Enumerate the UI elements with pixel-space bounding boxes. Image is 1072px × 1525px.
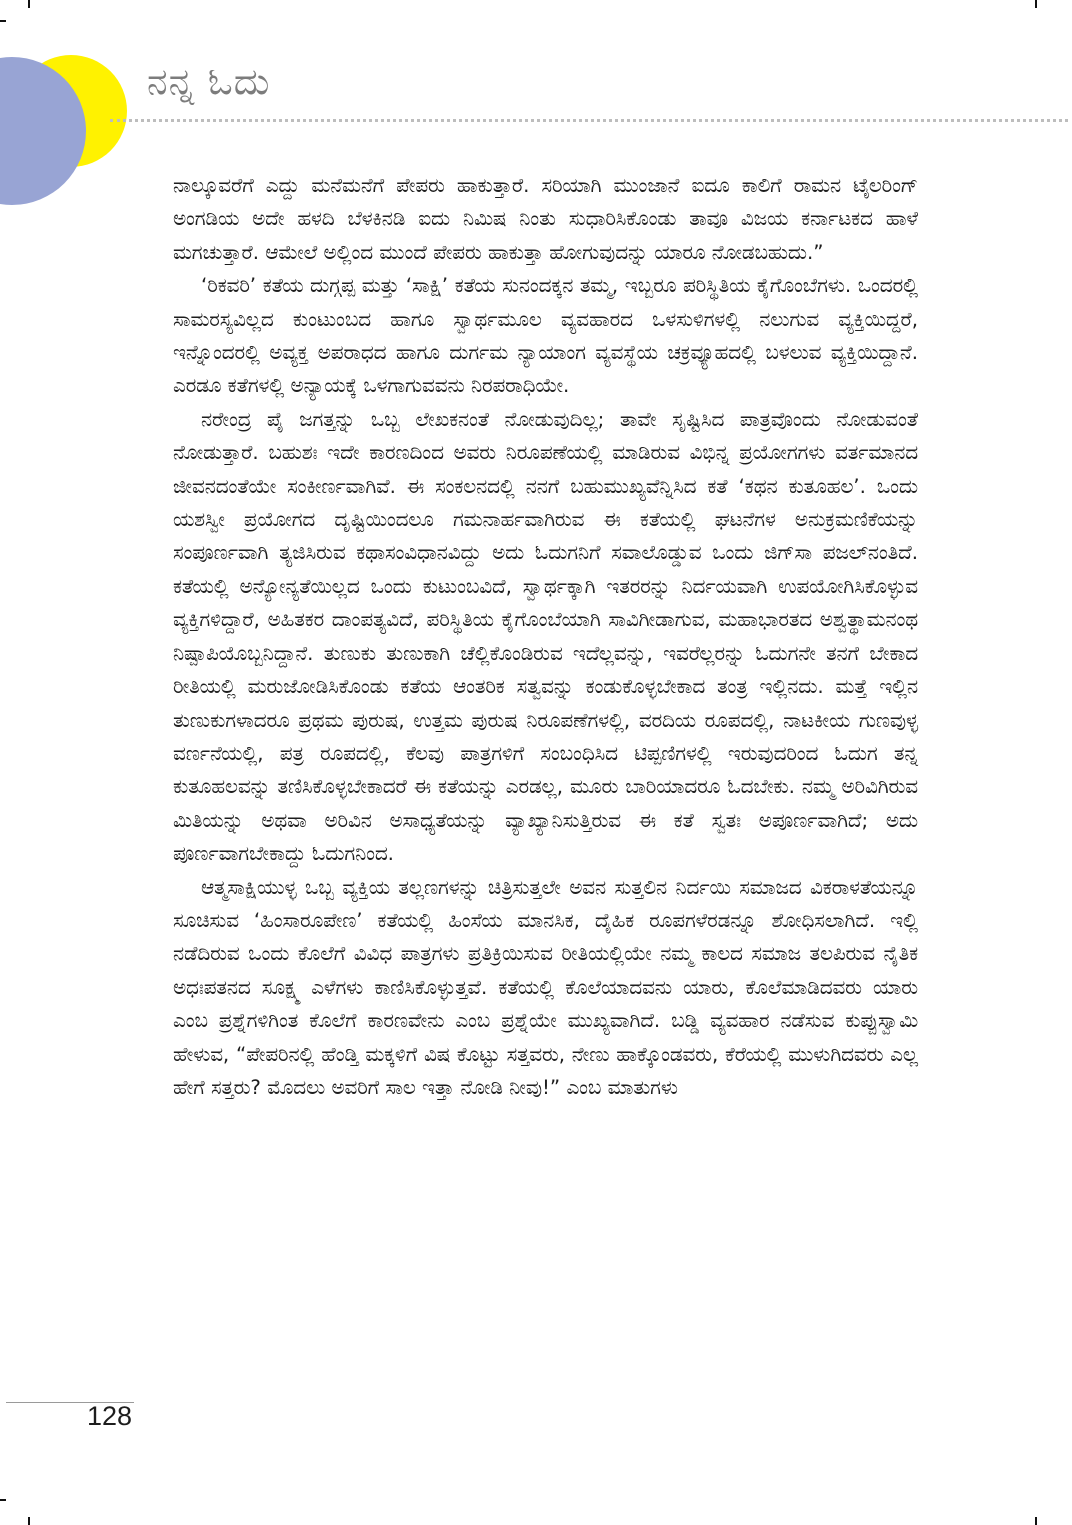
crop-mark-bottom-left xyxy=(28,1517,30,1525)
page-number: 128 xyxy=(87,1401,133,1431)
crop-mark-top-left xyxy=(28,0,30,8)
paragraph-2: ‘ರಿಕವರಿ’ ಕತೆಯ ದುಗ್ಗಪ್ಪ ಮತ್ತು ‘ಸಾಕ್ಷಿ’ ಕತೆಯ ಸುನಂದಕ್ಕನ ತಮ್ಮ, ಇಬ್ಬರೂ ಪರಿಸ್ಥಿತಿಯ ಕೈಗೊಂಬೆಗಳು. ಒಂದರಲ್ಲಿ ಸಾಮರಸ್ಯವಿಲ್ಲದ ಕುಂಟುಂಬದ ಹಾಗೂ ಸ್ವಾರ್ಥಮೂಲ ವ್ಯವಹಾರದ ಒಳಸುಳಿಗಳಲ್ಲಿ ನಲುಗುವ ವ್ಯಕ್ತಿಯಿದ್ದರೆ, ಇನ್ನೊಂದರಲ್ಲಿ ಅವ್ಯಕ್ತ ಅಪರಾಧದ ಹಾಗೂ ದುರ್ಗಮ ನ್ಯಾಯಾಂಗ ವ್ಯವಸ್ಥೆಯ ಚಕ್ರವ್ಯೂಹದಲ್ಲಿ ಬಳಲುವ ವ್ಯಕ್ತಿಯಿದ್ದಾನೆ. ಎರಡೂ ಕತೆಗಳಲ್ಲಿ ಅನ್ಯಾಯಕ್ಕೆ ಒಳಗಾಗುವವನು ನಿರಪರಾಧಿಯೇ. xyxy=(173,274,918,398)
crop-mark-left-lower xyxy=(0,1499,6,1501)
running-header-title: ನನ್ನ ಓದು xyxy=(147,60,271,103)
crop-mark-left-upper xyxy=(0,20,6,22)
header-dotted-rule xyxy=(110,119,1068,122)
crop-mark-top-right xyxy=(1035,0,1037,8)
paragraph-3: ನರೇಂದ್ರ ಪೈ ಜಗತ್ತನ್ನು ಒಬ್ಬ ಲೇಖಕನಂತೆ ನೋಡುವುದಿಲ್ಲ; ತಾವೇ ಸೃಷ್ಟಿಸಿದ ಪಾತ್ರವೊಂದು ನೋಡುವಂತೆ ನೋಡುತ್ತಾರೆ. ಬಹುಶಃ ಇದೇ ಕಾರಣದಿಂದ ಅವರು ನಿರೂಪಣೆಯಲ್ಲಿ ಮಾಡಿರುವ ವಿಭಿನ್ನ ಪ್ರಯೋಗಗಳು ವರ್ತಮಾನದ ಜೀವನದಂತೆಯೇ ಸಂಕೀರ್ಣವಾಗಿವೆ. ಈ ಸಂಕಲನದಲ್ಲಿ ನನಗೆ ಬಹುಮುಖ್ಯವೆನ್ನಿಸಿದ ಕತೆ ‘ಕಥನ ಕುತೂಹಲ’. ಒಂದು ಯಶಸ್ವೀ ಪ್ರಯೋಗದ ದೃಷ್ಟಿಯಿಂದಲೂ ಗಮನಾರ್ಹವಾಗಿರುವ ಈ ಕತೆಯಲ್ಲಿ ಘಟನೆಗಳ ಅನುಕ್ರಮಣಿಕೆಯನ್ನು ಸಂಪೂರ್ಣವಾಗಿ ತ್ಯಜಿಸಿರುವ ಕಥಾಸಂವಿಧಾನವಿದ್ದು ಅದು ಓದುಗನಿಗೆ ಸವಾಲೊಡ್ಡುವ ಒಂದು ಜಿಗ್‌ಸಾ ಪಜಲ್‌ನಂತಿದೆ. ಕತೆಯಲ್ಲಿ ಅನ್ಯೋನ್ಯತೆಯಿಲ್ಲದ ಒಂದು ಕುಟುಂಬವಿದೆ, ಸ್ವಾರ್ಥಕ್ಕಾಗಿ ಇತರರನ್ನು ನಿರ್ದಯವಾಗಿ ಉಪಯೋಗಿಸಿಕೊಳ್ಳುವ ವ್ಯಕ್ತಿಗಳಿದ್ದಾರೆ, ಅಹಿತಕರ ದಾಂಪತ್ಯವಿದೆ, ಪರಿಸ್ಥಿತಿಯ ಕೈಗೊಂಬೆಯಾಗಿ ಸಾವಿಗೀಡಾಗುವ, ಮಹಾಭಾರತದ ಅಶ್ವತ್ಥಾಮನಂಥ ನಿಷ್ಪಾಪಿಯೊಬ್ಬನಿದ್ದಾನೆ. ತುಣುಕು ತುಣುಕಾಗಿ ಚೆಲ್ಲಿಕೊಂಡಿರುವ ಇದೆಲ್ಲವನ್ನು, ಇವರೆಲ್ಲರನ್ನು ಓದುಗನೇ ತನಗೆ ಬೇಕಾದ ರೀತಿಯಲ್ಲಿ ಮರುಜೋಡಿಸಿಕೊಂಡು ಕತೆಯ ಆಂತರಿಕ ಸತ್ವವನ್ನು ಕಂಡುಕೊಳ್ಳಬೇಕಾದ ತಂತ್ರ ಇಲ್ಲಿನದು. ಮತ್ತೆ ಇಲ್ಲಿನ ತುಣುಕುಗಳಾದರೂ ಪ್ರಥಮ ಪುರುಷ, ಉತ್ತಮ ಪುರುಷ ನಿರೂಪಣೆಗಳಲ್ಲಿ, ವರದಿಯ ರೂಪದಲ್ಲಿ, ನಾಟಕೀಯ ಗುಣವುಳ್ಳ ವರ್ಣನೆಯಲ್ಲಿ, ಪತ್ರ ರೂಪದಲ್ಲಿ, ಕೆಲವು ಪಾತ್ರಗಳಿಗೆ ಸಂಬಂಧಿಸಿದ ಟಿಪ್ಪಣಿಗಳಲ್ಲಿ ಇರುವುದರಿಂದ ಓದುಗ ತನ್ನ ಕುತೂಹಲವನ್ನು ತಣಿಸಿಕೊಳ್ಳಬೇಕಾದರೆ ಈ ಕತೆಯನ್ನು ಎರಡಲ್ಲ, ಮೂರು ಬಾರಿಯಾದರೂ ಓದಬೇಕು. ನಮ್ಮ ಅರಿವಿಗಿರುವ ಮಿತಿಯನ್ನು ಅಥವಾ ಅರಿವಿನ ಅಸಾಧ್ಯತೆಯನ್ನು ವ್ಯಾಖ್ಯಾನಿಸುತ್ತಿರುವ ಈ ಕತೆ ಸ್ವತಃ ಅಪೂರ್ಣವಾಗಿದೆ; ಅದು ಪೂರ್ಣವಾಗಬೇಕಾದ್ದು ಓದುಗನಿಂದ. xyxy=(173,407,918,866)
paragraph-1: ನಾಲ್ಕೂವರೆಗೆ ಎದ್ದು ಮನೆಮನೆಗೆ ಪೇಪರು ಹಾಕುತ್ತಾರೆ. ಸರಿಯಾಗಿ ಮುಂಜಾನೆ ಐದೂ ಕಾಲಿಗೆ ರಾಮನ ಟೈಲರಿಂಗ್ ಅಂಗಡಿಯ ಅದೇ ಹಳದಿ ಬೆಳಕಿನಡಿ ಐದು ನಿಮಿಷ ನಿಂತು ಸುಧಾರಿಸಿಕೊಂಡು ತಾವೂ ವಿಜಯ ಕರ್ನಾಟಕದ ಹಾಳೆ ಮಗಚುತ್ತಾರೆ. ಆಮೇಲೆ ಅಲ್ಲಿಂದ ಮುಂದೆ ಪೇಪರು ಹಾಕುತ್ತಾ ಹೋಗುವುದನ್ನು ಯಾರೂ ನೋಡಬಹುದು.” xyxy=(173,174,918,264)
paragraph-4: ಆತ್ಮಸಾಕ್ಷಿಯುಳ್ಳ ಒಬ್ಬ ವ್ಯಕ್ತಿಯ ತಲ್ಲಣಗಳನ್ನು ಚಿತ್ರಿಸುತ್ತಲೇ ಅವನ ಸುತ್ತಲಿನ ನಿರ್ದಯಿ ಸಮಾಜದ ವಿಕರಾಳತೆಯನ್ನೂ ಸೂಚಿಸುವ ‘ಹಿಂಸಾರೂಪೇಣ’ ಕತೆಯಲ್ಲಿ ಹಿಂಸೆಯ ಮಾನಸಿಕ, ದೈಹಿಕ ರೂಪಗಳೆರಡನ್ನೂ ಶೋಧಿಸಲಾಗಿದೆ. ಇಲ್ಲಿ ನಡೆದಿರುವ ಒಂದು ಕೊಲೆಗೆ ವಿವಿಧ ಪಾತ್ರಗಳು ಪ್ರತಿಕ್ರಿಯಿಸುವ ರೀತಿಯಲ್ಲಿಯೇ ನಮ್ಮ ಕಾಲದ ಸಮಾಜ ತಲಪಿರುವ ನೈತಿಕ ಅಧಃಪತನದ ಸೂಕ್ಷ್ಮ ಎಳೆಗಳು ಕಾಣಿಸಿಕೊಳ್ಳುತ್ತವೆ. ಕತೆಯಲ್ಲಿ ಕೊಲೆಯಾದವನು ಯಾರು, ಕೊಲೆಮಾಡಿದವರು ಯಾರು ಎಂಬ ಪ್ರಶ್ನೆಗಳಿಗಿಂತ ಕೊಲೆಗೆ ಕಾರಣವೇನು ಎಂಬ ಪ್ರಶ್ನೆಯೇ ಮುಖ್ಯವಾಗಿದೆ. ಬಡ್ಡಿ ವ್ಯವಹಾರ ನಡೆಸುವ ಕುಪ್ಪುಸ್ವಾಮಿ ಹೇಳುವ, “ಪೇಪರಿನಲ್ಲಿ ಹೆಂಡ್ತಿ ಮಕ್ಕಳಿಗೆ ವಿಷ ಕೊಟ್ಟು ಸತ್ತವರು, ನೇಣು ಹಾಕ್ಕೊಂಡವರು, ಕೆರೆಯಲ್ಲಿ ಮುಳುಗಿದವರು ಎಲ್ಲ ಹೇಗೆ ಸತ್ತರು? ಮೊದಲು ಅವರಿಗೆ ಸಾಲ ಇತ್ತಾ ನೋಡಿ ನೀವು!” ಎಂಬ ಮಾತುಗಳು xyxy=(173,875,918,1099)
crop-mark-bottom-right xyxy=(1035,1517,1037,1525)
body-text xyxy=(173,169,918,1104)
